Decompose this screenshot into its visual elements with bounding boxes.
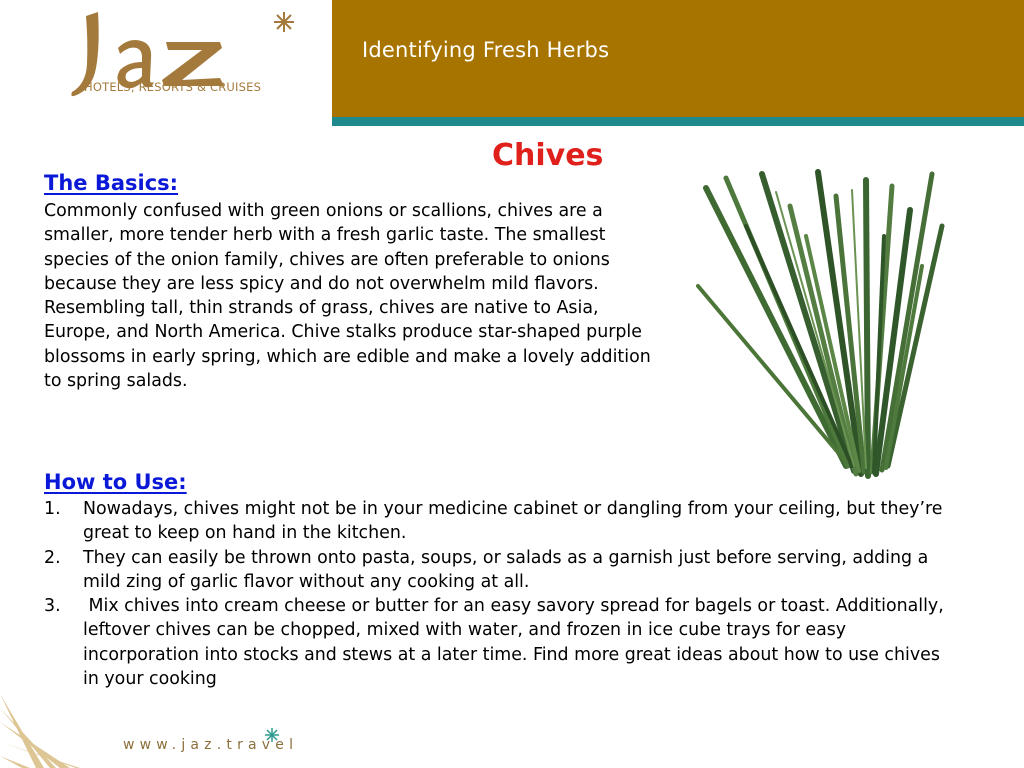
list-item (44, 497, 944, 546)
header-band (332, 0, 1024, 117)
star-icon (264, 727, 280, 743)
list-text: Nowadays, chives might not be in your medicine cabinet or dangling from your ceiling, but they’re great to keep on hand in the kitchen. (83, 499, 943, 544)
header-divider (332, 117, 1024, 126)
list-text: Mix chives into cream cheese or butter for an easy savory spread for bagels or toast. Additionally, leftover chives can be chopped, mixed with water, and frozen in ice cube trays for easy incorporation into stocks and stews at a later time. Find more great ideas about how to use chives in your cooking (83, 596, 950, 690)
how-to-use-heading: How to Use: (44, 470, 187, 494)
header-title: Identifying Fresh Herbs (362, 38, 610, 62)
header-divider-gap (332, 126, 1024, 129)
sunburst-decoration (0, 672, 80, 768)
basics-body: Commonly confused with green onions or scallions, chives are a smaller, more tender herb with a fresh garlic taste. The smallest species of the onion family, chives are often preferable to onions because they are less spicy and do not overwhelm mild flavors. Resembling tall, thin strands of grass, chives are native to Asia, Europe, and North America. Chive stalks produce star-shaped purple blossoms in early spring, which are edible and make a lovely addition to spring salads. (44, 201, 651, 392)
list-number: 2. (44, 547, 61, 568)
list-text: They can easily be thrown onto pasta, soups, or salads as a garnish just before serving, adding a mild zing of garlic flavor without any cooking at all. (83, 547, 929, 592)
website-url: www.jaz.travel (123, 737, 299, 753)
logo-area (0, 0, 332, 128)
logo-subtitle: HOTELS, RESORTS & CRUISES (84, 80, 262, 94)
list-item (44, 594, 950, 691)
list-number: 1. (44, 499, 61, 519)
list-number: 3. (44, 596, 61, 617)
slide-title: Chives (492, 138, 604, 173)
chives-bundle-image (696, 166, 956, 496)
how-to-use-list (44, 497, 950, 691)
basics-heading: The Basics: (44, 171, 179, 195)
list-item (44, 546, 944, 595)
